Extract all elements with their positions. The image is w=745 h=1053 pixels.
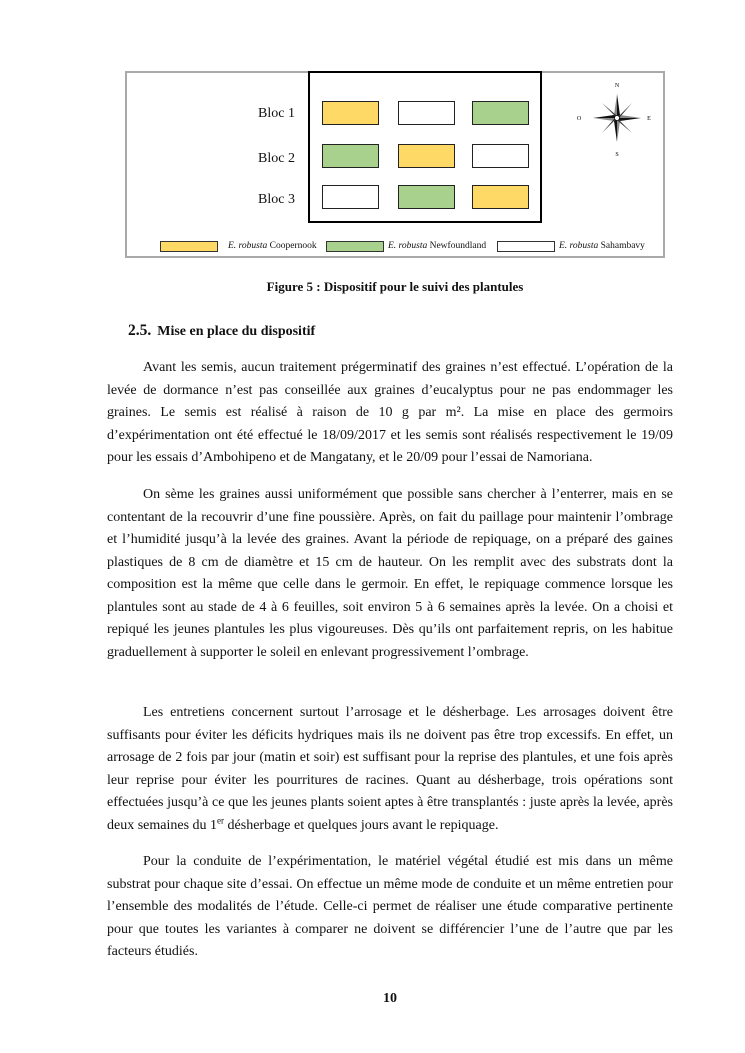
plot-bloc1-col2 — [398, 101, 455, 125]
plot-bloc2-col3 — [472, 144, 529, 168]
plot-bloc2-col2 — [398, 144, 455, 168]
plot-bloc1-col3 — [472, 101, 529, 125]
figure-caption: Figure 5 : Dispositif pour le suivi des plantules — [266, 279, 524, 294]
compass-east-label: E — [647, 116, 651, 122]
section-number: 2.5. — [128, 322, 152, 339]
legend-label-newfoundland: E. robusta Newfoundland — [388, 241, 487, 251]
page-number: 10 — [383, 991, 397, 1006]
compass-west-label: O — [576, 116, 582, 122]
plot-bloc3-col1 — [322, 185, 379, 209]
compass-south-label: S — [615, 152, 619, 158]
compass-rose-icon — [575, 80, 651, 160]
bloc-label-2: Bloc 2 — [258, 151, 295, 166]
plot-bloc1-col1 — [322, 101, 379, 125]
compass-north-label: N — [614, 83, 620, 89]
paragraph-4: Pour la conduite de l’expérimentation, le matériel végétal étudié est mis dans un même substrat pour chaque site d’essai. On effectue un même mode de conduite et un même entretien pour l’ensemble des modalités de l’étude. Celle-ci permet de réaliser une étude comparative pertinente pour que toutes les variantes à comparer ne doivent se différencier l’une de l’autre que par les facteurs étudiés. — [107, 854, 673, 959]
paragraph-1: Avant les semis, aucun traitement prégerminatif des graines n’est effectué. L’opération de la levée de dormance n’est pas conseillée aux graines d’eucalyptus pour ne pas endommager les graines. Le semis est réalisé à raison de 10 g par m². La mise en place des germoirs d’expérimentation ont été effectué le 18/09/2017 et les semis sont réalisés respectivement le 19/09 pour les essais d’Ambohipeno et de Mangatany, et le 20/09 pour l’essai de Namoriana. — [107, 360, 673, 465]
legend-swatch-newfoundland — [326, 241, 384, 252]
plot-bloc3-col3 — [472, 185, 529, 209]
plot-bloc2-col1 — [322, 144, 379, 168]
bloc-label-3: Bloc 3 — [258, 192, 295, 207]
bloc-label-1: Bloc 1 — [258, 106, 295, 121]
legend-swatch-coopernook — [160, 241, 218, 252]
section-title: Mise en place du dispositif — [157, 324, 316, 339]
paragraph-3: Les entretiens concernent surtout l’arrosage et le désherbage. Les arrosages doivent être suffisants pour éviter les déficits hydriques mais ils ne doivent pas être trop excessifs. En effet, un arrosage de 2 fois par jour (matin et soir) est suffisant pour la reprise des plantules, et une fois après leur reprise pour éviter les pourritures de racines. Quant au désherbage, trois opérations sont effectuées jusqu’à ce que les jeunes plants soient aptes à être transplantés : juste après la levée, après deux semaines du 1er désherbage et quelques jours avant le repiquage. — [107, 705, 673, 833]
legend-label-coopernook: E. robusta Coopernook — [228, 241, 317, 251]
legend-label-sahambavy: E. robusta Sahambavy — [559, 241, 645, 251]
plot-bloc3-col2 — [398, 185, 455, 209]
section-heading — [128, 322, 315, 340]
paragraph-2: On sème les graines aussi uniformément que possible sans chercher à l’enterrer, mais en se contentant de la recouvrir d’une fine poussière. Après, on fait du paillage pour maintenir l’ombrage et l’humidité jusqu’à la levée des graines. Avant la période de repiquage, on a préparé des gaines plastiques de 8 cm de diamètre et 15 cm de hauteur. On les remplit avec des substrats dont la composition est la même que celle dans le germoir. En effet, le repiquage commence lorsque les plantules sont au stade de 4 à 6 feuilles, soit environ 5 à 6 semaines après la levée. On a choisi et repiqué les jeunes plantules les plus vigoureuses. Dès qu’ils ont parfaitement repris, on les habitue graduellement à supporter le soleil en enlevant progressivement l’ombrage. — [107, 487, 673, 660]
legend-swatch-sahambavy — [497, 241, 555, 252]
